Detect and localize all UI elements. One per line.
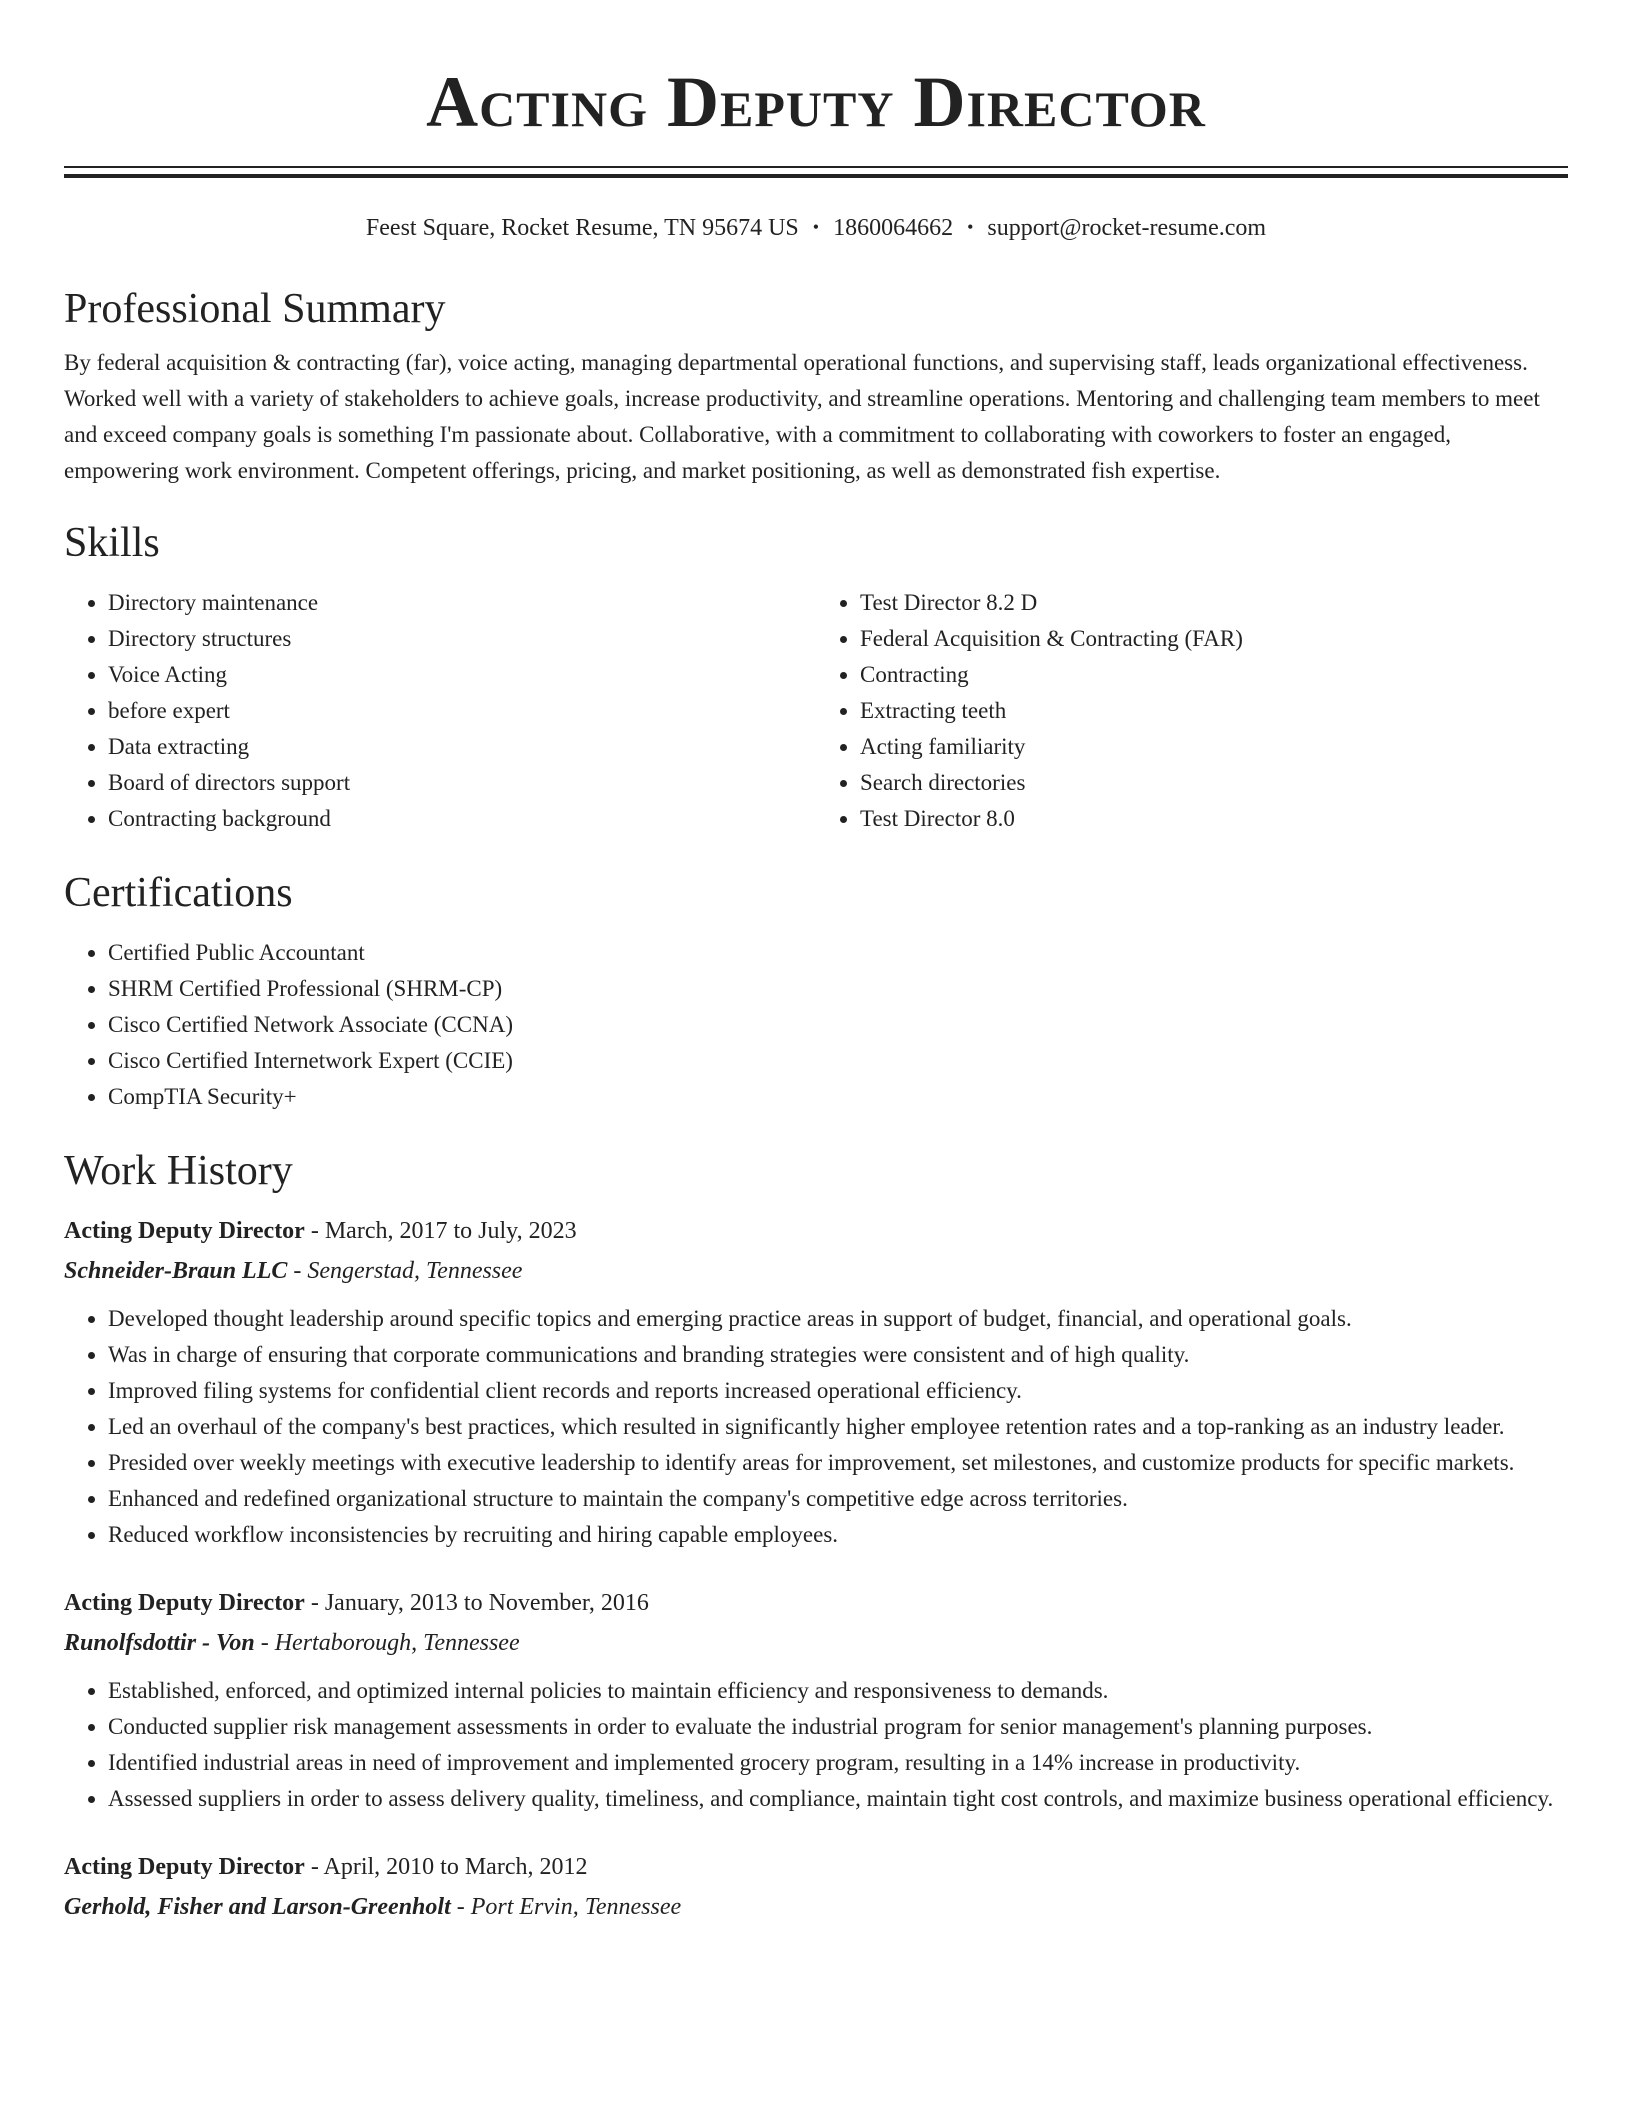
job-bullet: • Presided over weekly meetings with executive leadership to identify areas for improvement, set milestones, and customize products for specific markets. <box>108 1445 1568 1481</box>
section-title-certifications: Certifications <box>64 870 293 916</box>
job-bullet: • Developed thought leadership around specific topics and emerging practice areas in support of budget, financial, and operational goals. <box>108 1301 1568 1337</box>
job-bullet: • Conducted supplier risk management assessments in order to evaluate the industrial program for senior management's planning purposes. <box>108 1709 1568 1745</box>
skill-item: • Contracting background <box>108 801 816 837</box>
certification-item: • Certified Public Accountant <box>108 935 1568 971</box>
job-company-line <box>64 1251 1568 1291</box>
contact-email: support@rocket-resume.com <box>987 215 1267 241</box>
skill-item: • before expert <box>108 693 816 729</box>
header-divider-thick <box>64 174 1568 178</box>
resume-name: Acting Deputy Director <box>426 62 1206 142</box>
skill-item: • Data extracting <box>108 729 816 765</box>
skill-item: • Extracting teeth <box>860 693 1568 729</box>
header-divider-thin <box>64 166 1568 168</box>
skill-item: • Federal Acquisition & Contracting (FAR) <box>860 621 1568 657</box>
job-company: Runolfsdottir - Von <box>64 1630 255 1656</box>
certification-item: • CompTIA Security+ <box>108 1079 1568 1115</box>
section-title-skills: Skills <box>64 520 160 566</box>
job-role: Acting Deputy Director <box>64 1854 305 1880</box>
job-role: Acting Deputy Director <box>64 1218 305 1244</box>
job-heading <box>64 1583 1568 1623</box>
skill-item: • Directory maintenance <box>108 585 816 621</box>
certification-item: • Cisco Certified Network Associate (CCNA) <box>108 1007 1568 1043</box>
job-bullet: • Established, enforced, and optimized internal policies to maintain efficiency and responsiveness to demands. <box>108 1673 1568 1709</box>
job-entry <box>64 1583 1568 1817</box>
certification-item: • SHRM Certified Professional (SHRM-CP) <box>108 971 1568 1007</box>
job-bullet: • Improved filing systems for confidential client records and reports increased operational efficiency. <box>108 1373 1568 1409</box>
job-entry <box>64 1847 1568 1927</box>
certifications-list <box>64 935 1568 1115</box>
skill-item: • Test Director 8.0 <box>860 801 1568 837</box>
job-bullets <box>64 1673 1568 1817</box>
job-location: - Hertaborough, Tennessee <box>254 1630 520 1656</box>
skill-item: • Search directories <box>860 765 1568 801</box>
job-bullet: • Reduced workflow inconsistencies by recruiting and hiring capable employees. <box>108 1517 1568 1553</box>
job-heading <box>64 1847 1568 1887</box>
skill-item: • Test Director 8.2 D <box>860 585 1568 621</box>
skill-item: • Acting familiarity <box>860 729 1568 765</box>
contact-phone: 1860064662 <box>833 215 954 241</box>
summary-text: By federal acquisition & contracting (far), voice acting, managing departmental operational functions, and supervising staff, leads organizational effectiveness. Worked well with a variety of stakeholders to achieve goals, increase productivity, and streamline operations. Mentoring and challenging team members to meet and exceed company goals is something I'm passionate about. Collaborative, with a commitment to collaborating with coworkers to foster an engaged, empowering work environment. Competent offerings, pricing, and market positioning, as well as demonstrated fish expertise. <box>64 350 1540 483</box>
certification-item: • Cisco Certified Internetwork Expert (CCIE) <box>108 1043 1568 1079</box>
skills-list-right <box>816 585 1568 837</box>
job-bullet: • Enhanced and redefined organizational structure to maintain the company's competitive edge across territories. <box>108 1481 1568 1517</box>
contact-line <box>64 212 1568 243</box>
skills-columns <box>64 585 1568 837</box>
job-company-line <box>64 1887 1568 1927</box>
job-bullet: • Assessed suppliers in order to assess delivery quality, timeliness, and compliance, maintain tight cost controls, and maximize business operational efficiency. <box>108 1781 1568 1817</box>
skill-item: • Contracting <box>860 657 1568 693</box>
job-location: - Sengerstad, Tennessee <box>287 1258 523 1284</box>
job-company-line <box>64 1623 1568 1663</box>
job-company: Schneider-Braun LLC <box>64 1258 288 1284</box>
contact-separator: • <box>967 217 974 237</box>
job-dates: - March, 2017 to July, 2023 <box>304 1218 577 1244</box>
job-bullet: • Identified industrial areas in need of improvement and implemented grocery program, resulting in a 14% increase in productivity. <box>108 1745 1568 1781</box>
job-entry <box>64 1211 1568 1553</box>
skill-item: • Board of directors support <box>108 765 816 801</box>
job-bullet: • Was in charge of ensuring that corporate communications and branding strategies were consistent and of high quality. <box>108 1337 1568 1373</box>
job-role: Acting Deputy Director <box>64 1590 305 1616</box>
job-location: - Port Ervin, Tennessee <box>450 1894 682 1920</box>
job-bullets <box>64 1301 1568 1553</box>
job-dates: - January, 2013 to November, 2016 <box>304 1590 649 1616</box>
resume-page <box>64 0 1568 1927</box>
skill-item: • Directory structures <box>108 621 816 657</box>
skill-item: • Voice Acting <box>108 657 816 693</box>
section-title-work-history: Work History <box>64 1148 293 1194</box>
contact-separator: • <box>812 217 820 237</box>
job-bullet: • Led an overhaul of the company's best practices, which resulted in significantly higher employee retention rates and a top-ranking as an industry leader. <box>108 1409 1568 1445</box>
job-dates: - April, 2010 to March, 2012 <box>304 1854 588 1880</box>
job-company: Gerhold, Fisher and Larson-Greenholt <box>64 1894 451 1920</box>
section-title-summary: Professional Summary <box>64 286 446 332</box>
job-heading <box>64 1211 1568 1251</box>
skills-list-left <box>64 585 816 837</box>
contact-address: Feest Square, Rocket Resume, TN 95674 US <box>365 215 799 241</box>
